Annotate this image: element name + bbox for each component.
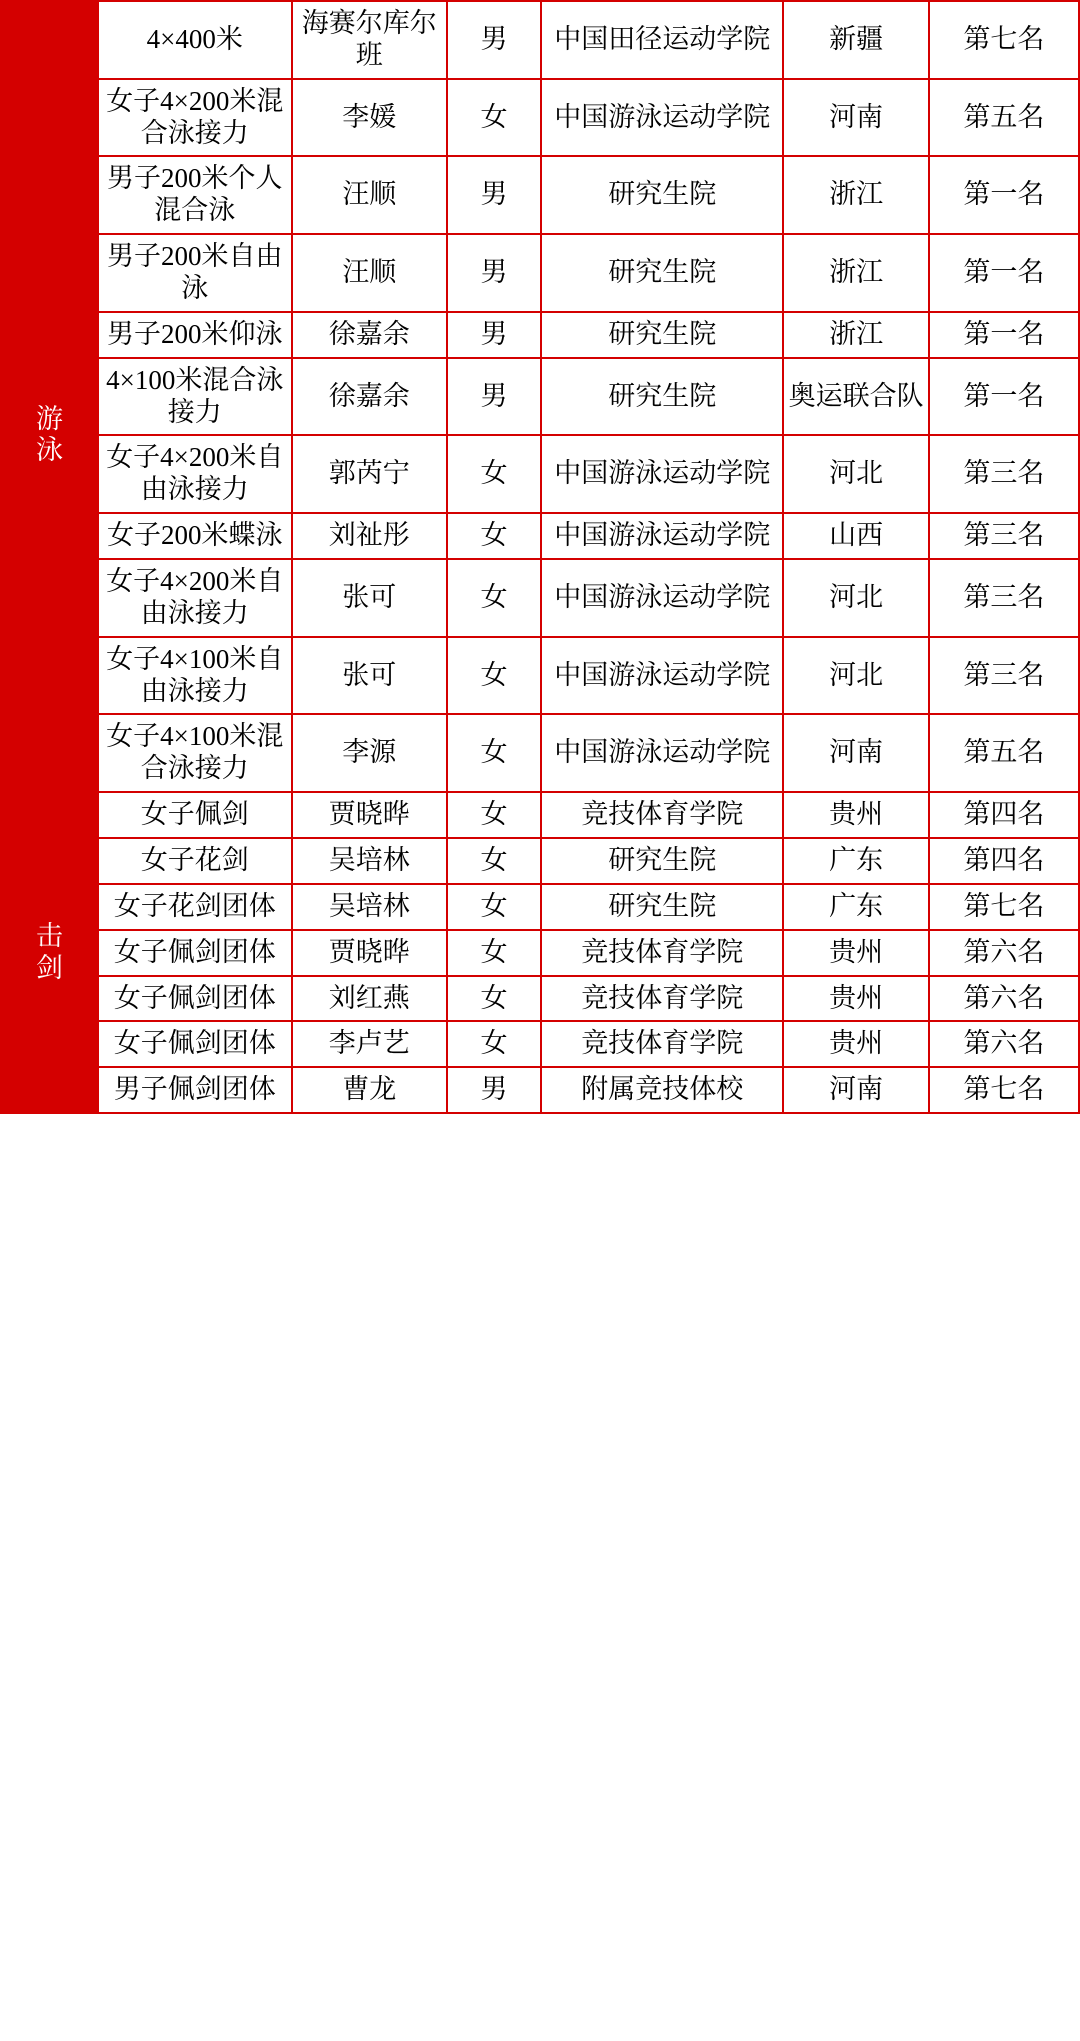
sport-group-label: 击剑 (35, 920, 64, 983)
province-cell: 浙江 (783, 234, 928, 312)
rank-cell: 第三名 (929, 513, 1079, 559)
table-row (1, 435, 1079, 513)
athlete-name-cell: 郭芮宁 (292, 435, 447, 513)
event-cell: 女子佩剑团体 (98, 1021, 292, 1067)
athlete-name-cell: 吴培林 (292, 884, 447, 930)
table-row (1, 1067, 1079, 1113)
rank-cell: 第三名 (929, 559, 1079, 637)
table-row (1, 976, 1079, 1022)
table-row (1, 1021, 1079, 1067)
athlete-name-cell: 曹龙 (292, 1067, 447, 1113)
athlete-name-cell: 张可 (292, 637, 447, 715)
table-row (1, 792, 1079, 838)
province-cell: 河北 (783, 435, 928, 513)
athlete-name-cell: 吴培林 (292, 838, 447, 884)
unit-cell: 中国游泳运动学院 (541, 637, 783, 715)
gender-cell: 男 (447, 234, 541, 312)
rank-cell: 第一名 (929, 234, 1079, 312)
athlete-name-cell: 汪顺 (292, 234, 447, 312)
province-cell: 贵州 (783, 1021, 928, 1067)
province-cell: 河南 (783, 79, 928, 157)
event-cell: 女子佩剑团体 (98, 976, 292, 1022)
province-cell: 河南 (783, 1067, 928, 1113)
rank-cell: 第三名 (929, 637, 1079, 715)
gender-cell: 女 (447, 714, 541, 792)
rank-cell: 第七名 (929, 884, 1079, 930)
event-cell: 女子4×100米混合泳接力 (98, 714, 292, 792)
unit-cell: 竞技体育学院 (541, 1021, 783, 1067)
unit-cell: 竞技体育学院 (541, 976, 783, 1022)
event-cell: 女子4×200米混合泳接力 (98, 79, 292, 157)
athlete-name-cell: 刘祉彤 (292, 513, 447, 559)
province-cell: 贵州 (783, 976, 928, 1022)
unit-cell: 中国游泳运动学院 (541, 435, 783, 513)
unit-cell: 研究生院 (541, 838, 783, 884)
event-cell: 4×400米 (98, 1, 292, 79)
table-row (1, 312, 1079, 358)
table-row (1, 714, 1079, 792)
unit-cell: 研究生院 (541, 156, 783, 234)
unit-cell: 中国游泳运动学院 (541, 559, 783, 637)
athlete-name-cell: 汪顺 (292, 156, 447, 234)
table-row (1, 838, 1079, 884)
table-row (1, 930, 1079, 976)
gender-cell: 女 (447, 1021, 541, 1067)
unit-cell: 中国田径运动学院 (541, 1, 783, 79)
event-cell: 女子花剑 (98, 838, 292, 884)
unit-cell: 附属竞技体校 (541, 1067, 783, 1113)
athlete-name-cell: 贾晓晔 (292, 792, 447, 838)
unit-cell: 研究生院 (541, 884, 783, 930)
event-cell: 男子200米仰泳 (98, 312, 292, 358)
event-cell: 女子4×200米自由泳接力 (98, 435, 292, 513)
table-row (1, 637, 1079, 715)
table-row (1, 358, 1079, 436)
sport-group-cell (1, 792, 98, 1113)
unit-cell: 研究生院 (541, 358, 783, 436)
gender-cell: 男 (447, 1, 541, 79)
event-cell: 女子4×200米自由泳接力 (98, 559, 292, 637)
athlete-name-cell: 海赛尔库尔班 (292, 1, 447, 79)
gender-cell: 男 (447, 312, 541, 358)
rank-cell: 第一名 (929, 312, 1079, 358)
event-cell: 4×100米混合泳接力 (98, 358, 292, 436)
gender-cell: 女 (447, 559, 541, 637)
event-cell: 男子200米个人混合泳 (98, 156, 292, 234)
gender-cell: 女 (447, 884, 541, 930)
event-cell: 男子佩剑团体 (98, 1067, 292, 1113)
table-row (1, 234, 1079, 312)
gender-cell: 女 (447, 792, 541, 838)
gender-cell: 女 (447, 838, 541, 884)
event-cell: 女子花剑团体 (98, 884, 292, 930)
province-cell: 河南 (783, 714, 928, 792)
unit-cell: 中国游泳运动学院 (541, 79, 783, 157)
unit-cell: 竞技体育学院 (541, 792, 783, 838)
rank-cell: 第一名 (929, 358, 1079, 436)
rank-cell: 第一名 (929, 156, 1079, 234)
rank-cell: 第五名 (929, 714, 1079, 792)
province-cell: 河北 (783, 559, 928, 637)
athlete-name-cell: 李卢艺 (292, 1021, 447, 1067)
province-cell: 广东 (783, 838, 928, 884)
gender-cell: 男 (447, 156, 541, 234)
athlete-name-cell: 李媛 (292, 79, 447, 157)
rank-cell: 第四名 (929, 792, 1079, 838)
gender-cell: 女 (447, 930, 541, 976)
province-cell: 浙江 (783, 312, 928, 358)
gender-cell: 男 (447, 1067, 541, 1113)
table-row (1, 156, 1079, 234)
unit-cell: 竞技体育学院 (541, 930, 783, 976)
rank-cell: 第六名 (929, 976, 1079, 1022)
gender-cell: 女 (447, 79, 541, 157)
province-cell: 贵州 (783, 792, 928, 838)
unit-cell: 研究生院 (541, 312, 783, 358)
province-cell: 山西 (783, 513, 928, 559)
unit-cell: 研究生院 (541, 234, 783, 312)
unit-cell: 中国游泳运动学院 (541, 513, 783, 559)
table-row (1, 79, 1079, 157)
province-cell: 新疆 (783, 1, 928, 79)
results-table-body (1, 1, 1079, 1113)
table-row (1, 559, 1079, 637)
rank-cell: 第三名 (929, 435, 1079, 513)
gender-cell: 女 (447, 637, 541, 715)
athlete-name-cell: 徐嘉余 (292, 312, 447, 358)
province-cell: 奥运联合队 (783, 358, 928, 436)
rank-cell: 第七名 (929, 1067, 1079, 1113)
athlete-name-cell: 刘红燕 (292, 976, 447, 1022)
sport-group-cell (1, 1, 98, 79)
event-cell: 女子4×100米自由泳接力 (98, 637, 292, 715)
gender-cell: 女 (447, 513, 541, 559)
event-cell: 女子佩剑 (98, 792, 292, 838)
event-cell: 女子佩剑团体 (98, 930, 292, 976)
table-row (1, 884, 1079, 930)
rank-cell: 第四名 (929, 838, 1079, 884)
athlete-name-cell: 徐嘉余 (292, 358, 447, 436)
rank-cell: 第六名 (929, 1021, 1079, 1067)
province-cell: 贵州 (783, 930, 928, 976)
table-row (1, 513, 1079, 559)
event-cell: 男子200米自由泳 (98, 234, 292, 312)
sport-group-label: 游泳 (35, 403, 64, 466)
gender-cell: 男 (447, 358, 541, 436)
rank-cell: 第五名 (929, 79, 1079, 157)
athlete-name-cell: 贾晓晔 (292, 930, 447, 976)
rank-cell: 第七名 (929, 1, 1079, 79)
province-cell: 广东 (783, 884, 928, 930)
table-row (1, 1, 1079, 79)
event-cell: 女子200米蝶泳 (98, 513, 292, 559)
sport-group-cell (1, 79, 98, 792)
rank-cell: 第六名 (929, 930, 1079, 976)
athlete-name-cell: 张可 (292, 559, 447, 637)
unit-cell: 中国游泳运动学院 (541, 714, 783, 792)
gender-cell: 女 (447, 976, 541, 1022)
athlete-name-cell: 李源 (292, 714, 447, 792)
gender-cell: 女 (447, 435, 541, 513)
province-cell: 浙江 (783, 156, 928, 234)
province-cell: 河北 (783, 637, 928, 715)
